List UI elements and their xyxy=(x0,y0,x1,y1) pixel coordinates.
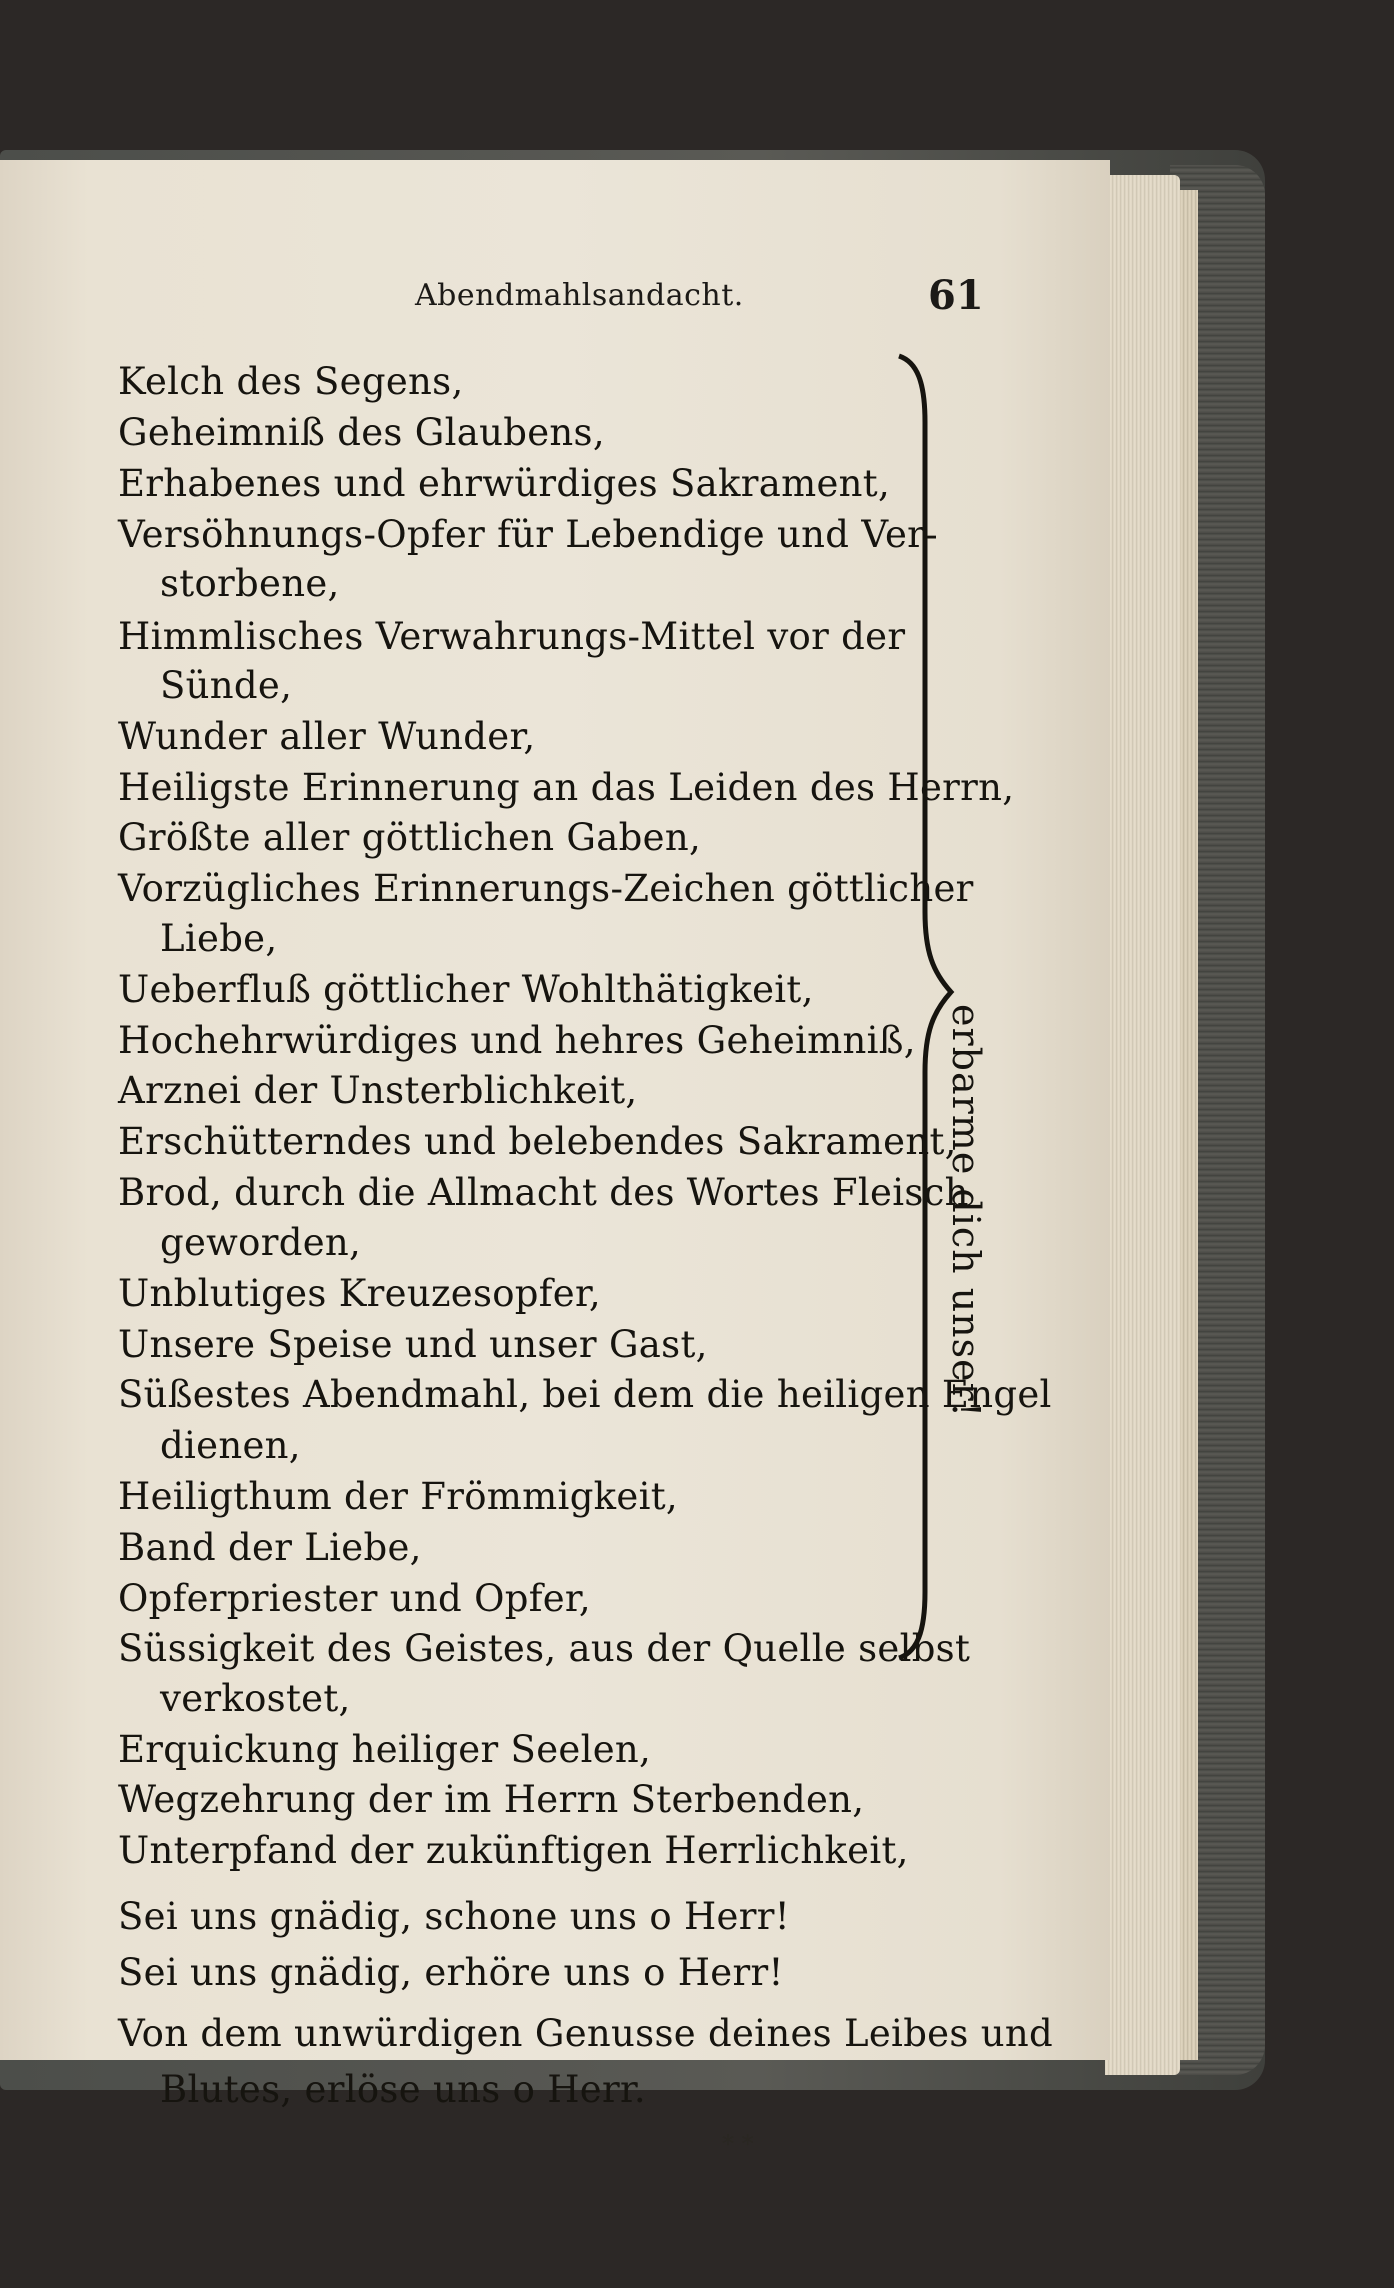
litany-line: Opferpriester und Opfer, xyxy=(118,1577,591,1620)
closing-line: Sei uns gnädig, erhöre uns o Herr! xyxy=(118,1951,784,1994)
litany-line: Ueberfluß göttlicher Wohlthätigkeit, xyxy=(118,968,814,1011)
litany-line: Wunder aller Wunder, xyxy=(118,715,536,758)
litany-line: Wegzehrung der im Herrn Sterbenden, xyxy=(118,1778,865,1821)
litany-line: Brod, durch die Allmacht des Wortes Fleisch xyxy=(118,1171,969,1214)
closing-line: Von dem unwürdigen Genusse deines Leibes und xyxy=(118,2012,1053,2055)
footer-mark: * * xyxy=(722,2130,754,2158)
litany-line: Erschütterndes und belebendes Sakrament, xyxy=(118,1120,957,1163)
litany-line: Band der Liebe, xyxy=(118,1526,422,1569)
litany-line: Geheimniß des Glaubens, xyxy=(118,411,605,454)
litany-line: dienen, xyxy=(160,1424,301,1467)
page-block-edges-outer xyxy=(1180,190,1198,2060)
litany-line: Liebe, xyxy=(160,917,278,960)
litany-line: Süssigkeit des Geistes, aus der Quelle selbst xyxy=(118,1627,971,1670)
litany-line: Süßestes Abendmahl, bei dem die heiligen Engel xyxy=(118,1373,1052,1416)
litany-line: Unblutiges Kreuzesopfer, xyxy=(118,1272,601,1315)
closing-line: Sei uns gnädig, schone uns o Herr! xyxy=(118,1895,790,1938)
litany-line: Erhabenes und ehrwürdiges Sakrament, xyxy=(118,462,891,505)
litany-line: Arznei der Unsterblichkeit, xyxy=(118,1069,638,1112)
page-block-edges xyxy=(1105,175,1180,2075)
litany-line: Kelch des Segens, xyxy=(118,360,464,403)
litany-line: Heiligste Erinnerung an das Leiden des Herrn, xyxy=(118,766,1015,809)
litany-line: Vorzügliches Erinnerungs-Zeichen göttlicher xyxy=(118,867,974,910)
litany-response: erbarme dich unser! xyxy=(944,1004,988,1419)
litany-line: Hochehrwürdiges und hehres Geheimniß, xyxy=(118,1019,916,1062)
litany-line: Unterpfand der zukünftigen Herrlichkeit, xyxy=(118,1829,909,1872)
litany-line: Heiligthum der Frömmigkeit, xyxy=(118,1475,678,1518)
litany-line: geworden, xyxy=(160,1221,362,1264)
litany-line: Versöhnungs-Opfer für Lebendige und Ver- xyxy=(118,513,938,556)
litany-line: Himmlisches Verwahrungs-Mittel vor der xyxy=(118,615,906,658)
closing-line: Blutes, erlöse uns o Herr. xyxy=(160,2068,646,2111)
litany-line: Größte aller göttlichen Gaben, xyxy=(118,816,702,859)
litany-line: Sünde, xyxy=(160,664,293,707)
litany-line: Unsere Speise und unser Gast, xyxy=(118,1323,708,1366)
litany-line: storbene, xyxy=(160,562,340,605)
page-number: 61 xyxy=(928,272,984,319)
litany-line: Erquickung heiliger Seelen, xyxy=(118,1728,652,1771)
running-title: Abendmahlsandacht. xyxy=(415,278,744,313)
litany-line: verkostet, xyxy=(160,1677,351,1720)
